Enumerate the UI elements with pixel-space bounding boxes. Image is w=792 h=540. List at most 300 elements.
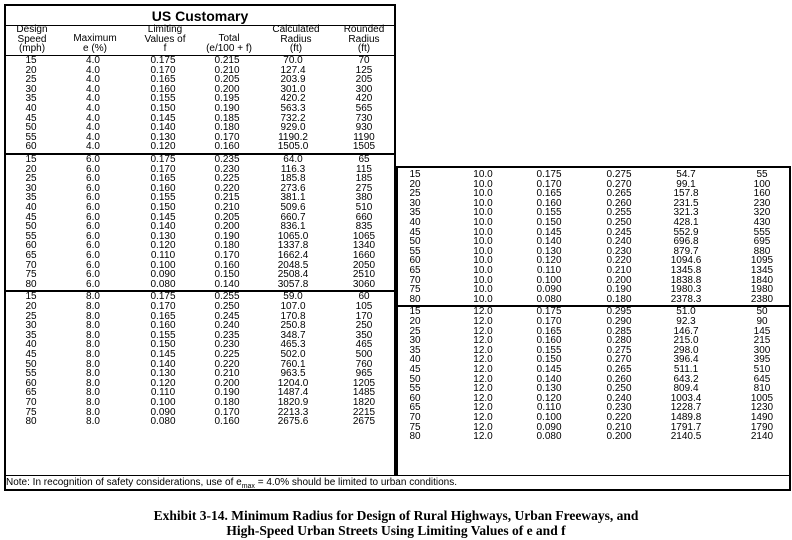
table-cell: 879.7 bbox=[673, 245, 699, 257]
table-cell: 55 bbox=[409, 245, 421, 257]
table-cell: 8.0 bbox=[86, 387, 100, 399]
table-cell: 0.130 bbox=[536, 245, 562, 257]
table-cell: 92.3 bbox=[676, 316, 696, 327]
table-cell: 12.0 bbox=[473, 316, 493, 327]
table-cell: 4.0 bbox=[86, 131, 100, 143]
table-cell: 0.160 bbox=[214, 259, 240, 271]
table-row bbox=[398, 170, 789, 180]
table-cell: 0.275 bbox=[606, 344, 632, 356]
table-cell: 50 bbox=[25, 358, 37, 370]
table-cell: 50 bbox=[25, 221, 37, 233]
table-cell: 6.0 bbox=[86, 250, 100, 261]
table-cell: 145 bbox=[753, 325, 771, 337]
header-max-e: Maximum e (%) bbox=[73, 33, 117, 54]
table-cell: 90 bbox=[756, 316, 768, 327]
table-cell: 105 bbox=[355, 301, 373, 312]
table-row bbox=[6, 222, 394, 232]
table-cell: 0.200 bbox=[606, 431, 632, 443]
table-cell: 732.2 bbox=[280, 112, 306, 124]
table-cell: 127.4 bbox=[280, 64, 306, 76]
table-cell: 80 bbox=[25, 278, 37, 290]
table-cell: 0.225 bbox=[214, 349, 240, 360]
table-cell: 20 bbox=[409, 178, 421, 190]
table-cell: 1340 bbox=[352, 240, 376, 252]
table-cell: 6.0 bbox=[86, 192, 100, 204]
table-cell: 2380 bbox=[750, 293, 774, 305]
table-cell: 4.0 bbox=[86, 55, 100, 66]
table-row bbox=[6, 142, 394, 152]
table-cell: 157.8 bbox=[673, 188, 699, 200]
table-cell: 8.0 bbox=[86, 329, 100, 341]
table-cell: 0.145 bbox=[150, 349, 176, 360]
table-cell: 20 bbox=[25, 163, 37, 175]
table-cell: 12.0 bbox=[473, 412, 493, 423]
table-cell: 0.195 bbox=[214, 93, 240, 105]
table-cell: 1095 bbox=[750, 255, 774, 267]
table-cell: 40 bbox=[409, 354, 421, 366]
table-cell: 0.160 bbox=[214, 141, 240, 153]
table-cell: 75 bbox=[409, 284, 421, 296]
table-cell: 0.245 bbox=[606, 226, 632, 238]
table-cell: 0.160 bbox=[150, 320, 176, 332]
table-cell: 321.3 bbox=[673, 207, 699, 219]
table-cell: 0.160 bbox=[150, 182, 176, 194]
table-cell: 0.175 bbox=[536, 306, 562, 318]
table-row bbox=[6, 133, 394, 143]
table-row bbox=[398, 375, 789, 385]
table-cell: 1980.3 bbox=[670, 284, 702, 296]
table-cell: 40 bbox=[25, 339, 37, 351]
table-row bbox=[6, 280, 394, 290]
table-cell: 0.145 bbox=[150, 211, 176, 223]
table-cell: 0.285 bbox=[606, 325, 632, 337]
table-cell: 75 bbox=[25, 269, 37, 281]
table-cell: 0.080 bbox=[150, 416, 176, 428]
table-row bbox=[398, 336, 789, 346]
right-table-body bbox=[398, 168, 789, 475]
table-cell: 15 bbox=[25, 154, 37, 165]
table-cell: 0.215 bbox=[214, 192, 240, 204]
table-cell: 0.190 bbox=[214, 230, 240, 242]
table-cell: 0.080 bbox=[536, 293, 562, 305]
table-cell: 99.1 bbox=[676, 178, 696, 190]
table-cell: 75 bbox=[409, 421, 421, 433]
table-cell: 6.0 bbox=[86, 269, 100, 281]
table-cell: 75 bbox=[25, 406, 37, 418]
table-cell: 10.0 bbox=[473, 188, 493, 200]
table-cell: 12.0 bbox=[473, 344, 493, 356]
table-cell: 428.1 bbox=[673, 217, 699, 228]
table-cell: 30 bbox=[409, 197, 421, 209]
table-cell: 430 bbox=[753, 217, 771, 228]
table-cell: 0.140 bbox=[536, 236, 562, 248]
header-total: Total (e/100 + f) bbox=[206, 33, 252, 54]
table-cell: 55 bbox=[25, 368, 37, 380]
table-cell: 30 bbox=[25, 182, 37, 194]
table-cell: 760.1 bbox=[280, 358, 306, 370]
table-cell: 12.0 bbox=[473, 306, 493, 318]
table-row bbox=[6, 312, 394, 322]
table-cell: 500 bbox=[355, 349, 373, 360]
header-calc-radius: Calculated Radius (ft) bbox=[272, 24, 320, 54]
table-cell: 1791.7 bbox=[670, 421, 702, 433]
table-cell: 0.155 bbox=[150, 192, 176, 204]
table-cell: 1204.0 bbox=[277, 377, 309, 389]
table-cell: 965 bbox=[355, 368, 373, 380]
table-row bbox=[6, 66, 394, 76]
table-cell: 0.140 bbox=[536, 373, 562, 385]
table-cell: 0.155 bbox=[150, 93, 176, 105]
table-cell: 0.160 bbox=[536, 335, 562, 347]
table-cell: 0.120 bbox=[536, 392, 562, 404]
table-row bbox=[398, 413, 789, 423]
table-cell: 12.0 bbox=[473, 335, 493, 347]
table-row bbox=[398, 384, 789, 394]
table-cell: 511.1 bbox=[673, 364, 699, 375]
table-cell: 12.0 bbox=[473, 364, 493, 375]
table-row bbox=[6, 155, 394, 165]
table-cell: 0.200 bbox=[606, 274, 632, 286]
table-cell: 0.180 bbox=[606, 293, 632, 305]
left-table bbox=[4, 4, 396, 477]
table-row bbox=[6, 193, 394, 203]
table-cell: 1345.8 bbox=[670, 265, 702, 276]
table-cell: 250 bbox=[355, 320, 373, 332]
table-row bbox=[398, 247, 789, 257]
table-cell: 60 bbox=[409, 255, 421, 267]
table-cell: 0.130 bbox=[150, 230, 176, 242]
table-cell: 4.0 bbox=[86, 141, 100, 153]
table-cell: 205 bbox=[355, 74, 373, 86]
table-cell: 0.240 bbox=[214, 320, 240, 332]
table-cell: 1980 bbox=[750, 284, 774, 296]
table-row bbox=[398, 180, 789, 190]
table-cell: 0.165 bbox=[536, 188, 562, 200]
table-cell: 0.120 bbox=[150, 377, 176, 389]
table-cell: 70 bbox=[25, 397, 37, 408]
table-cell: 0.145 bbox=[150, 112, 176, 124]
table-cell: 231.5 bbox=[673, 197, 699, 209]
table-cell: 0.230 bbox=[214, 163, 240, 175]
table-cell: 59.0 bbox=[283, 291, 303, 303]
table-cell: 8.0 bbox=[86, 349, 100, 360]
table-cell: 146.7 bbox=[673, 325, 699, 337]
table-cell: 64.0 bbox=[283, 154, 303, 165]
table-cell: 170 bbox=[355, 310, 373, 322]
table-cell: 3060 bbox=[352, 278, 376, 290]
table-cell: 80 bbox=[409, 431, 421, 443]
table-cell: 510 bbox=[753, 364, 771, 375]
table-cell: 963.5 bbox=[280, 368, 306, 380]
table-cell: 12.0 bbox=[473, 354, 493, 366]
table-cell: 4.0 bbox=[86, 93, 100, 105]
table-cell: 0.255 bbox=[606, 207, 632, 219]
table-cell: 1228.7 bbox=[670, 402, 702, 414]
table-cell: 20 bbox=[25, 301, 37, 312]
table-cell: 0.170 bbox=[536, 316, 562, 327]
table-cell: 1487.4 bbox=[277, 387, 309, 399]
table-row bbox=[398, 346, 789, 356]
table-cell: 0.230 bbox=[214, 339, 240, 351]
table-cell: 300 bbox=[753, 344, 771, 356]
table-cell: 10.0 bbox=[473, 245, 493, 257]
table-cell: 0.100 bbox=[150, 259, 176, 271]
table-cell: 0.160 bbox=[214, 416, 240, 428]
table-cell: 836.1 bbox=[280, 221, 306, 233]
table-cell: 565 bbox=[355, 103, 373, 114]
table-cell: 12.0 bbox=[473, 421, 493, 433]
table-cell: 1345 bbox=[750, 265, 774, 276]
table-cell: 0.210 bbox=[606, 421, 632, 433]
table-cell: 65 bbox=[358, 154, 370, 165]
table-cell: 0.100 bbox=[536, 274, 562, 286]
table-cell: 0.120 bbox=[150, 141, 176, 153]
table-cell: 0.190 bbox=[214, 387, 240, 399]
table-cell: 1205 bbox=[352, 377, 376, 389]
table-cell: 10.0 bbox=[473, 226, 493, 238]
table-cell: 8.0 bbox=[86, 339, 100, 351]
table-row bbox=[398, 432, 789, 442]
table-cell: 2675.6 bbox=[277, 416, 309, 428]
table-row bbox=[398, 218, 789, 228]
table-cell: 30 bbox=[25, 83, 37, 95]
table-cell: 0.175 bbox=[150, 154, 176, 165]
table-cell: 0.150 bbox=[536, 354, 562, 366]
table-cell: 10.0 bbox=[473, 274, 493, 286]
table-cell: 2675 bbox=[352, 416, 376, 428]
table-cell: 10.0 bbox=[473, 197, 493, 209]
table-row bbox=[6, 417, 394, 427]
table-cell: 45 bbox=[25, 211, 37, 223]
table-cell: 0.165 bbox=[150, 310, 176, 322]
table-cell: 8.0 bbox=[86, 310, 100, 322]
table-cell: 185.8 bbox=[280, 173, 306, 185]
table-cell: 0.090 bbox=[150, 406, 176, 418]
table-cell: 1505 bbox=[352, 141, 376, 153]
table-cell: 0.225 bbox=[214, 173, 240, 185]
table-row bbox=[6, 213, 394, 223]
table-cell: 835 bbox=[355, 221, 373, 233]
table-cell: 696.8 bbox=[673, 236, 699, 248]
table-cell: 1005 bbox=[750, 392, 774, 404]
table-row bbox=[398, 276, 789, 286]
table-cell: 8.0 bbox=[86, 301, 100, 312]
table-cell: 0.110 bbox=[536, 265, 562, 276]
table-cell: 0.250 bbox=[606, 383, 632, 395]
table-cell: 12.0 bbox=[473, 325, 493, 337]
table-cell: 0.170 bbox=[214, 131, 240, 143]
table-cell: 15 bbox=[25, 291, 37, 303]
table-row bbox=[398, 307, 789, 317]
table-cell: 0.120 bbox=[536, 255, 562, 267]
table-cell: 8.0 bbox=[86, 416, 100, 428]
table-cell: 8.0 bbox=[86, 397, 100, 408]
table-cell: 10.0 bbox=[473, 265, 493, 276]
table-cell: 0.280 bbox=[606, 335, 632, 347]
table-cell: 0.295 bbox=[606, 306, 632, 318]
table-row bbox=[6, 388, 394, 398]
table-cell: 65 bbox=[409, 402, 421, 414]
table-cell: 0.155 bbox=[536, 207, 562, 219]
table-cell: 70 bbox=[409, 274, 421, 286]
table-cell: 0.180 bbox=[214, 122, 240, 134]
table-cell: 643.2 bbox=[673, 373, 699, 385]
table-cell: 50 bbox=[25, 122, 37, 134]
table-cell: 0.150 bbox=[150, 103, 176, 114]
table-cell: 25 bbox=[25, 310, 37, 322]
table-row bbox=[398, 285, 789, 295]
table-row bbox=[6, 56, 394, 66]
table-cell: 35 bbox=[25, 329, 37, 341]
table-cell: 35 bbox=[25, 192, 37, 204]
table-cell: 0.160 bbox=[536, 197, 562, 209]
table-cell: 0.110 bbox=[150, 250, 176, 261]
table-cell: 0.160 bbox=[150, 83, 176, 95]
table-cell: 0.165 bbox=[150, 74, 176, 86]
table-row bbox=[6, 174, 394, 184]
table-cell: 0.230 bbox=[606, 402, 632, 414]
note-text: Note: In recognition of safety considerations, use of $e_{max} = 4.0\%$ should be limited to urban conditions. bbox=[6, 477, 458, 490]
table-row bbox=[398, 355, 789, 365]
table-row bbox=[398, 199, 789, 209]
table-cell: 107.0 bbox=[280, 301, 306, 312]
table-cell: 301.0 bbox=[280, 83, 306, 95]
table-cell: 10.0 bbox=[473, 178, 493, 190]
table-cell: 30 bbox=[409, 335, 421, 347]
table-row bbox=[6, 379, 394, 389]
table-cell: 65 bbox=[25, 250, 37, 261]
table-cell: 0.220 bbox=[214, 358, 240, 370]
table-cell: 563.3 bbox=[280, 103, 306, 114]
table-cell: 0.150 bbox=[150, 339, 176, 351]
table-cell: 45 bbox=[25, 112, 37, 124]
table-cell: 273.6 bbox=[280, 182, 306, 194]
table-cell: 930 bbox=[355, 122, 373, 134]
table-cell: 1190 bbox=[353, 131, 375, 143]
table-cell: 0.130 bbox=[150, 131, 176, 143]
table-cell: 396.4 bbox=[673, 354, 699, 366]
table-cell: 3057.8 bbox=[277, 278, 309, 290]
table-cell: 8.0 bbox=[86, 406, 100, 418]
table-row bbox=[398, 256, 789, 266]
table-cell: 12.0 bbox=[473, 373, 493, 385]
table-cell: 0.170 bbox=[150, 301, 176, 312]
table-cell: 51.0 bbox=[676, 306, 696, 318]
table-cell: 0.175 bbox=[536, 169, 562, 180]
table-cell: 40 bbox=[25, 103, 37, 114]
table-cell: 0.180 bbox=[214, 240, 240, 252]
table-cell: 420.2 bbox=[280, 93, 306, 105]
table-cell: 55 bbox=[25, 131, 37, 143]
table-cell: 0.245 bbox=[214, 310, 240, 322]
table-row bbox=[398, 403, 789, 413]
table-cell: 0.100 bbox=[150, 397, 176, 408]
table-row bbox=[6, 123, 394, 133]
table-cell: 70 bbox=[25, 259, 37, 271]
table-cell: 55 bbox=[409, 383, 421, 395]
table-row bbox=[398, 189, 789, 199]
table-cell: 80 bbox=[409, 293, 421, 305]
table-row bbox=[398, 237, 789, 247]
table-cell: 465.3 bbox=[280, 339, 306, 351]
table-cell: 0.140 bbox=[150, 122, 176, 134]
table-cell: 0.265 bbox=[606, 364, 632, 375]
table-cell: 695 bbox=[753, 236, 771, 248]
table-cell: 30 bbox=[25, 320, 37, 332]
table-cell: 0.260 bbox=[606, 373, 632, 385]
table-row bbox=[398, 423, 789, 433]
table-cell: 0.270 bbox=[606, 178, 632, 190]
header-limiting-f: Limiting Values of f bbox=[144, 24, 186, 54]
table-cell: 0.235 bbox=[214, 329, 240, 341]
table-row bbox=[398, 295, 789, 305]
table-cell: 80 bbox=[25, 416, 37, 428]
table-cell: 6.0 bbox=[86, 211, 100, 223]
table-row bbox=[6, 261, 394, 271]
table-cell: 0.180 bbox=[214, 397, 240, 408]
table-row bbox=[398, 228, 789, 238]
table-row bbox=[6, 104, 394, 114]
table-cell: 0.205 bbox=[214, 74, 240, 86]
table-cell: 0.215 bbox=[214, 55, 240, 66]
table-row bbox=[398, 327, 789, 337]
table-cell: 1662.4 bbox=[277, 250, 309, 261]
table-cell: 20 bbox=[409, 316, 421, 327]
table-cell: 2213.3 bbox=[277, 406, 309, 418]
table-cell: 320 bbox=[753, 207, 771, 219]
table-cell: 35 bbox=[409, 207, 421, 219]
table-cell: 10.0 bbox=[473, 284, 493, 296]
table-cell: 6.0 bbox=[86, 221, 100, 233]
table-cell: 0.210 bbox=[214, 202, 240, 213]
left-table-body bbox=[6, 56, 394, 475]
table-cell: 10.0 bbox=[473, 169, 493, 180]
table-cell: 125 bbox=[355, 64, 373, 76]
table-cell: 1094.6 bbox=[670, 255, 702, 267]
table-cell: 348.7 bbox=[280, 329, 306, 341]
table-cell: 6.0 bbox=[86, 259, 100, 271]
table-cell: 25 bbox=[25, 173, 37, 185]
table-cell: 115 bbox=[356, 163, 372, 175]
table-cell: 509.6 bbox=[280, 202, 306, 213]
table-cell: 215 bbox=[753, 335, 771, 347]
table-cell: 1065 bbox=[352, 230, 376, 242]
table-cell: 10.0 bbox=[473, 236, 493, 248]
table-row bbox=[6, 350, 394, 360]
table-cell: 6.0 bbox=[86, 202, 100, 213]
table-cell: 4.0 bbox=[86, 103, 100, 114]
table-cell: 0.185 bbox=[214, 112, 240, 124]
table-cell: 2140 bbox=[750, 431, 774, 443]
table-cell: 8.0 bbox=[86, 358, 100, 370]
table-cell: 4.0 bbox=[86, 74, 100, 86]
table-cell: 300 bbox=[355, 83, 373, 95]
right-table bbox=[396, 166, 791, 477]
table-cell: 0.240 bbox=[606, 392, 632, 404]
table-cell: 8.0 bbox=[86, 368, 100, 380]
table-cell: 12.0 bbox=[473, 383, 493, 395]
table-cell: 2510 bbox=[352, 269, 376, 281]
table-cell: 0.210 bbox=[214, 64, 240, 76]
table-cell: 0.170 bbox=[536, 178, 562, 190]
table-row bbox=[398, 365, 789, 375]
table-cell: 0.175 bbox=[150, 291, 176, 303]
table-cell: 0.200 bbox=[214, 377, 240, 389]
table-cell: 50 bbox=[409, 236, 421, 248]
table-cell: 1820.9 bbox=[277, 397, 309, 408]
table-cell: 8.0 bbox=[86, 377, 100, 389]
table-cell: 1485 bbox=[352, 387, 376, 399]
